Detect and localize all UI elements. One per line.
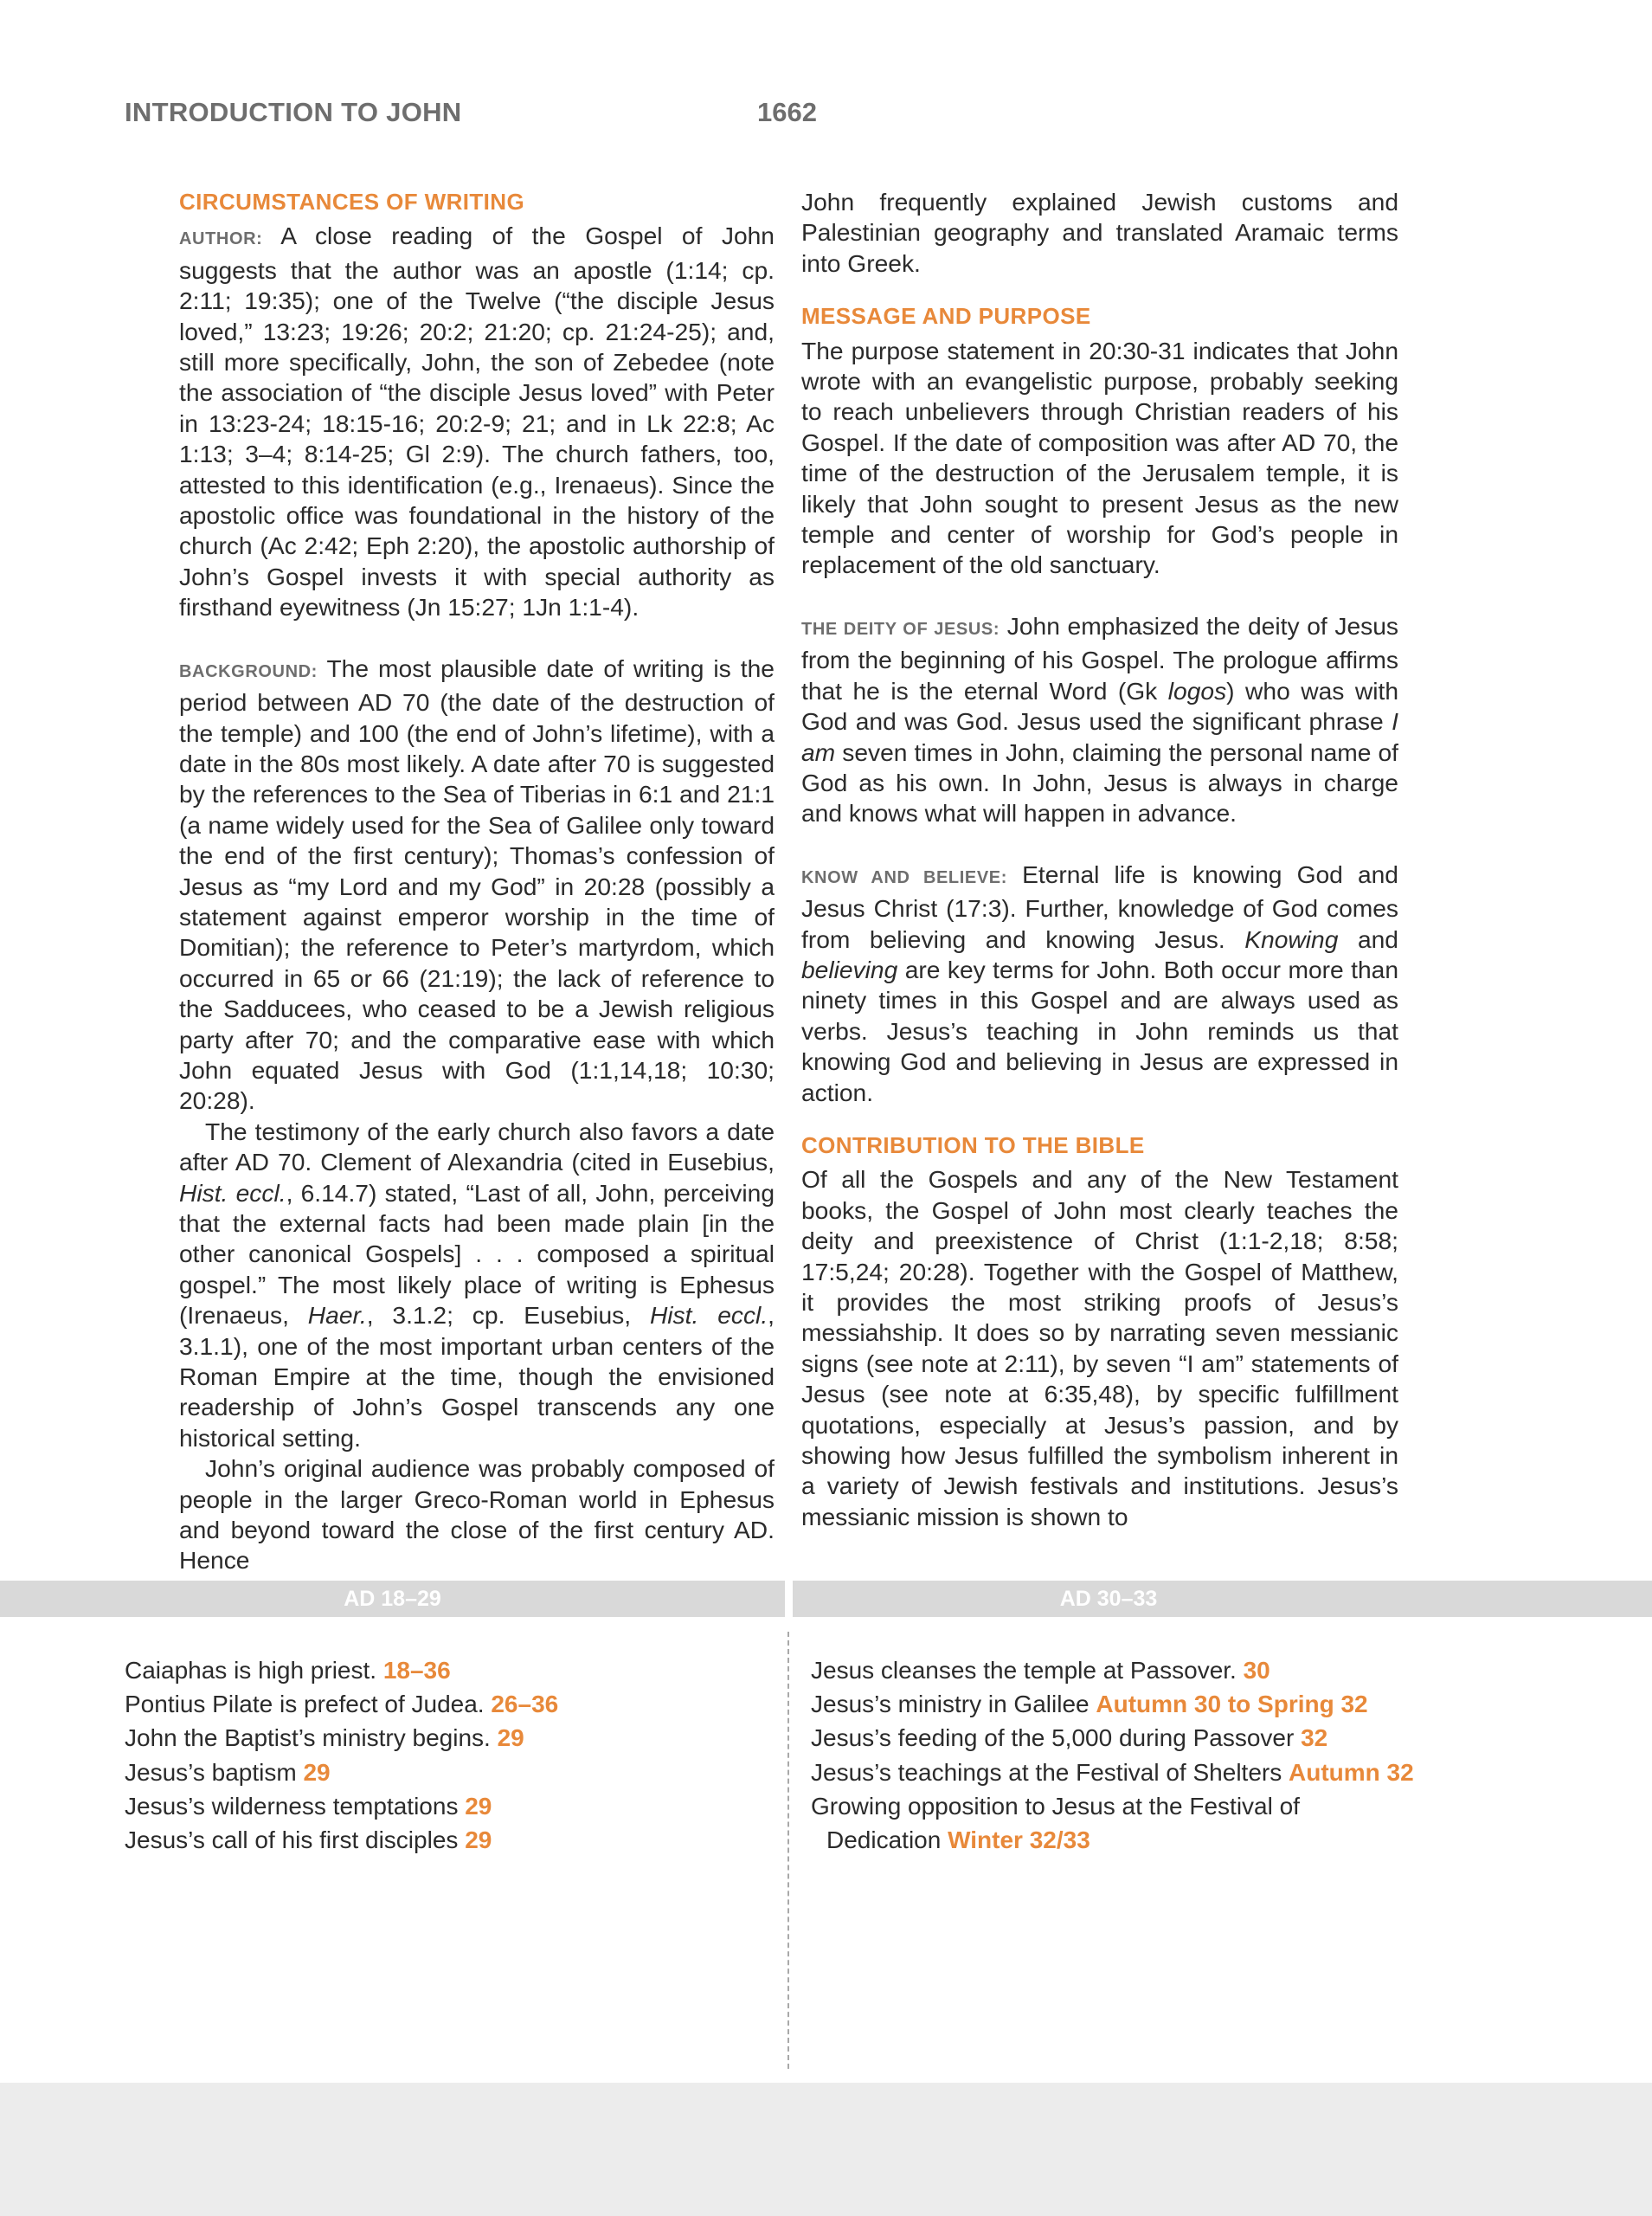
page-number: 1662 bbox=[757, 97, 817, 127]
timeline-event: John the Baptist’s ministry begins. bbox=[125, 1724, 498, 1752]
timeline-event: Jesus’s teachings at the Festival of Shelters bbox=[811, 1758, 1289, 1786]
testimony-text-4: , 3.1.1), one of the most important urban centers of the Roman Empire at the time, though the envisioned readership of John’s Gospel transcends any one historical setting. bbox=[179, 1301, 775, 1452]
section-heading-contribution: CONTRIBUTION TO THE BIBLE bbox=[801, 1131, 1145, 1158]
testimony-text-1: The testimony of the early church also favors a date after AD 70. Clement of Alexandria (cited in Eusebius, bbox=[179, 1117, 775, 1176]
deity-italic-2: I am bbox=[801, 707, 1398, 766]
timeline-period-left: AD 18–29 bbox=[344, 1587, 441, 1611]
timeline-item bbox=[125, 1687, 765, 1721]
timeline-event: Jesus’s call of his first disciples bbox=[125, 1826, 466, 1854]
timeline-band-right bbox=[793, 1581, 1652, 1617]
timeline-item bbox=[811, 1653, 1590, 1687]
author-text: A close reading of the Gospel of John suggests that the author was an apostle (1:14; cp. 2:11; 19:35); one of the Twelve (“the disciple Jesus loved,” 13:23; 19:26; 20:2; 21:20; cp. 21:24-25); and, still more specifically, John, the son of Zebedee (note the association of “the disciple Jesus loved” with Peter in 13:23-24; 18:15-16; 20:2-9; 21; and in Lk 22:8; Ac 1:13; 3–4; 8:14-25; Gl 2:9). The church fathers, too, attested to this identification (e.g., Irenaeus). Since the apostolic office was foundational in the history of the church (Ac 2:42; Eph 2:20), the apostolic authorship of John’s Gospel invests it with special authority as firsthand eyewitness (Jn 15:27; 1Jn 1:1-4). bbox=[179, 222, 775, 622]
timeline-item bbox=[125, 1823, 765, 1857]
know-italic-1: Knowing bbox=[1244, 924, 1339, 953]
timeline-band-left bbox=[0, 1581, 785, 1617]
deity-text-3: seven times in John, claiming the personal name of God as his own. In John, Jesus is always in charge and knows what will happen in advance. bbox=[801, 738, 1398, 828]
timeline-item bbox=[125, 1721, 765, 1755]
running-head: INTRODUCTION TO JOHN bbox=[125, 97, 462, 127]
deity-text-2: ) who was with God and was God. Jesus used the significant phrase bbox=[801, 676, 1398, 736]
testimony-paragraph bbox=[179, 1117, 775, 1453]
timeline-date: Autumn 32 bbox=[1289, 1758, 1414, 1786]
know-paragraph bbox=[801, 860, 1398, 1108]
timeline-date: 32 bbox=[1301, 1724, 1328, 1752]
footer-band bbox=[0, 2083, 1652, 2216]
deity-label: THE DEITY OF JESUS: bbox=[801, 619, 1000, 639]
timeline-date: 18–36 bbox=[382, 1657, 451, 1684]
testimony-text-3: , 3.1.2; cp. Eusebius, bbox=[366, 1301, 650, 1330]
know-text-1: Eternal life is knowing God and Jesus Christ (17:3). Further, knowledge of God comes from believing and knowing Jesus. bbox=[801, 860, 1398, 953]
deity-italic-1: logos bbox=[1167, 676, 1227, 705]
timeline-item bbox=[125, 1653, 765, 1687]
timeline-period-right: AD 30–33 bbox=[1059, 1587, 1158, 1611]
timeline-event: Caiaphas is high priest. bbox=[125, 1657, 383, 1684]
timeline-event: Growing opposition to Jesus at the Festival of bbox=[811, 1792, 1300, 1820]
know-text-3: are key terms for John. Both occur more than ninety times in this Gospel and are always used as verbs. Jesus’s teaching in John reminds us that knowing God and believing in Jesus are expressed in action. bbox=[801, 955, 1398, 1106]
timeline-item bbox=[811, 1789, 1590, 1857]
contribution-paragraph: Of all the Gospels and any of the New Testament books, the Gospel of John most clearly teaches the deity and preexistence of Christ (1:1-2,18; 8:58; 17:5,24; 20:28). Together with the Gospel of Matthew, it provides the most striking proofs of Jesus’s messiahship. It does so by narrating seven messianic signs (see note at 2:11), by seven “I am” statements of Jesus (see note at 6:35,48), by specific fulfillment quotations, especially at Jesus’s passion, and by showing how Jesus fulfilled the symbolism inherent in a variety of Jewish festivals and institutions. Jesus’s messianic mission is shown to bbox=[801, 1165, 1398, 1530]
timeline-item bbox=[125, 1789, 765, 1823]
left-column bbox=[179, 187, 775, 1576]
timeline-event: Pontius Pilate is prefect of Judea. bbox=[125, 1691, 492, 1718]
purpose-paragraph: The purpose statement in 20:30-31 indicates that John wrote with an evangelistic purpose, probably seeking to reach unbelievers through Christian readers of his Gospel. If the date of composition was after AD 70, the time of the destruction of the Jerusalem temple, it is likely that John sought to present Jesus as the new temple and center of worship for God’s people in replacement of the old sanctuary. bbox=[801, 336, 1398, 579]
background-text: The most plausible date of writing is the period between AD 70 (the date of the destruction of the temple) and 100 (the end of John’s lifetime), with a date in the 80s most likely. A date after 70 is suggested by the references to the Sea of Tiberias in 6:1 and 21:1 (a name widely used for the Sea of Galilee only toward the end of the first century); Thomas’s confession of Jesus as “my Lord and my God” in 20:28 (possibly a statement against emperor worship in the time of Domitian); the reference to Peter’s martyrdom, which occurred in 65 or 66 (21:19); the lack of reference to the Sadducees, who ceased to be a Jewish religious party after 70; and the comparative ease with which John equated Jesus with God (1:1,14,18; 10:30; 20:28). bbox=[179, 654, 775, 1115]
testimony-italic-2: Haer. bbox=[307, 1301, 367, 1330]
author-label: AUTHOR: bbox=[179, 229, 263, 249]
author-paragraph bbox=[179, 221, 775, 622]
timeline-item bbox=[811, 1721, 1590, 1755]
know-italic-2: believing bbox=[801, 955, 898, 983]
background-label: BACKGROUND: bbox=[179, 661, 318, 681]
timeline-item bbox=[811, 1687, 1590, 1721]
timeline-event-continuation bbox=[811, 1823, 1590, 1857]
timeline-event: Jesus’s feeding of the 5,000 during Passover bbox=[811, 1724, 1302, 1752]
timeline-date: 30 bbox=[1243, 1657, 1270, 1684]
timeline-date: 26–36 bbox=[491, 1691, 559, 1718]
know-text-2: and bbox=[1338, 924, 1398, 953]
timeline-list-right bbox=[811, 1653, 1590, 1857]
continuation-paragraph: John frequently explained Jewish customs and Palestinian geography and translated Aramaic terms into Greek. bbox=[801, 188, 1398, 277]
timeline-divider bbox=[787, 1632, 789, 2069]
timeline-date: 29 bbox=[465, 1826, 492, 1854]
deity-text-1: John emphasized the deity of Jesus from the beginning of his Gospel. The prologue affirms that he is the eternal Word (Gk bbox=[801, 611, 1398, 705]
audience-paragraph: John’s original audience was probably composed of people in the larger Greco-Roman world in Ephesus and beyond toward the close of the first century AD. Hence bbox=[179, 1454, 775, 1575]
know-label: KNOW AND BELIEVE: bbox=[801, 867, 1007, 887]
timeline-date: 29 bbox=[303, 1758, 331, 1786]
timeline-item bbox=[125, 1755, 765, 1789]
section-heading-circumstances: CIRCUMSTANCES OF WRITING bbox=[179, 189, 525, 215]
timeline-event: Jesus’s wilderness temptations bbox=[125, 1792, 466, 1820]
timeline-event: Jesus’s ministry in Galilee bbox=[811, 1691, 1096, 1718]
testimony-text-2: , 6.14.7) stated, “Last of all, John, perceiving that the external facts had been made plain [in the other canonical Gospels] . . . composed a spiritual gospel.” The most likely place of writing is Ephesus (Irenaeus, bbox=[179, 1178, 775, 1330]
timeline-date: 29 bbox=[497, 1724, 524, 1752]
background-paragraph bbox=[179, 654, 775, 1117]
timeline-event: Jesus’s baptism bbox=[125, 1758, 304, 1786]
deity-paragraph bbox=[801, 611, 1398, 829]
right-column bbox=[801, 187, 1398, 1532]
timeline-date: Autumn 30 to Spring 32 bbox=[1096, 1691, 1368, 1718]
timeline-item bbox=[811, 1755, 1590, 1789]
timeline-date: 29 bbox=[465, 1792, 492, 1820]
timeline-date: Winter 32/33 bbox=[948, 1826, 1090, 1854]
timeline-event: Jesus cleanses the temple at Passover. bbox=[811, 1657, 1244, 1684]
timeline-list-left bbox=[125, 1653, 765, 1857]
testimony-italic-1: Hist. eccl. bbox=[179, 1178, 286, 1207]
testimony-italic-3: Hist. eccl. bbox=[649, 1301, 768, 1330]
timeline-event-line2: Dedication bbox=[826, 1826, 948, 1854]
section-heading-message: MESSAGE AND PURPOSE bbox=[801, 303, 1091, 330]
